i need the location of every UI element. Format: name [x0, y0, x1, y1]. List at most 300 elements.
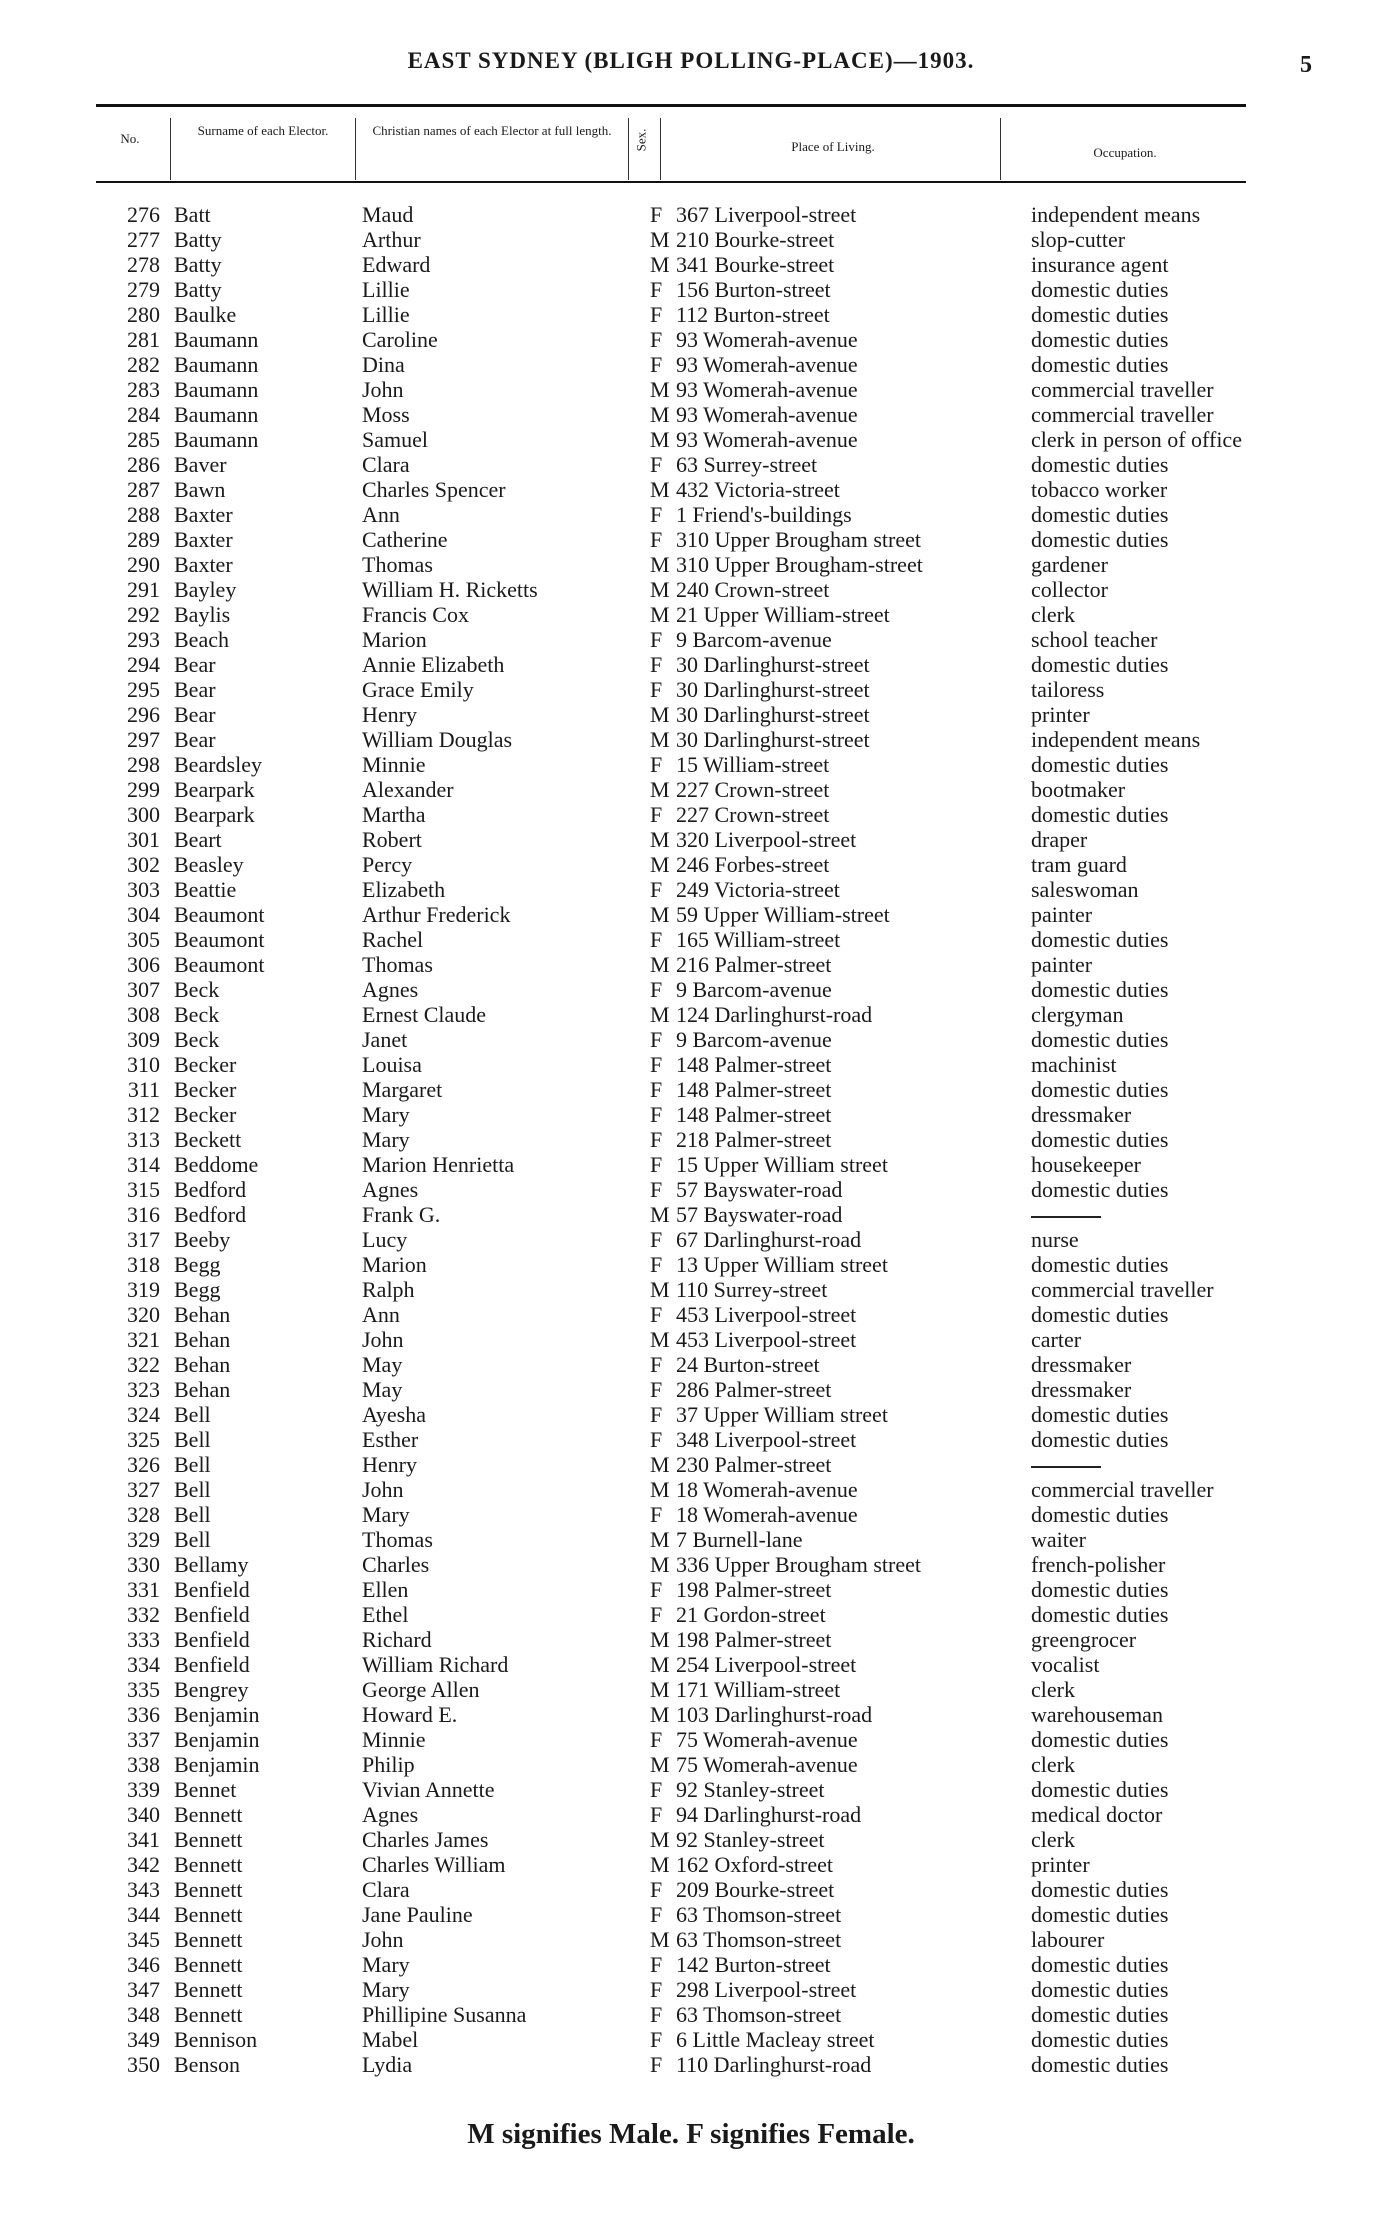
elector-number: 285 [127, 427, 160, 452]
place-of-living: 63 Thomson-street [676, 1902, 842, 1927]
occupation: warehouseman [1031, 1702, 1163, 1727]
christian-names: Phillipine Susanna [362, 2002, 527, 2027]
sex: F [650, 2002, 663, 2027]
table-row [96, 677, 1311, 702]
sex: M [650, 1552, 670, 1577]
place-of-living: 30 Darlinghurst-street [676, 702, 870, 727]
sex: M [650, 952, 670, 977]
christian-names: Mary [362, 1977, 410, 2002]
surname: Baumann [174, 377, 259, 402]
sex: M [650, 427, 670, 452]
surname: Bayley [174, 577, 237, 602]
surname: Bear [174, 727, 216, 752]
sex: F [650, 1127, 663, 1152]
surname: Beck [174, 977, 220, 1002]
place-of-living: 9 Barcom-avenue [676, 977, 832, 1002]
surname: Bengrey [174, 1677, 249, 1702]
place-of-living: 209 Bourke-street [676, 1877, 835, 1902]
occupation: dressmaker [1031, 1352, 1132, 1377]
christian-names: Percy [362, 852, 413, 877]
christian-names: Caroline [362, 327, 438, 352]
surname: Beaumont [174, 952, 265, 977]
christian-names: Martha [362, 802, 426, 827]
elector-number: 319 [127, 1277, 160, 1302]
table-row [96, 477, 1311, 502]
occupation: nurse [1031, 1227, 1079, 1252]
sex: F [650, 1352, 663, 1377]
sex: M [650, 1752, 670, 1777]
place-of-living: 320 Liverpool-street [676, 827, 857, 852]
place-of-living: 59 Upper William-street [676, 902, 890, 927]
table-row [96, 1752, 1311, 1777]
christian-names: John [362, 1477, 404, 1502]
sex: F [650, 652, 663, 677]
occupation: domestic duties [1031, 527, 1169, 552]
sex: F [650, 1177, 663, 1202]
occupation: domestic duties [1031, 752, 1169, 777]
blank-occupation-rule [1031, 1466, 1101, 1468]
table-row [96, 852, 1311, 877]
surname: Beardsley [174, 752, 262, 777]
place-of-living: 9 Barcom-avenue [676, 1027, 832, 1052]
place-of-living: 15 Upper William street [676, 1152, 888, 1177]
elector-number: 294 [127, 652, 160, 677]
sex: F [650, 1577, 663, 1602]
sex: M [650, 252, 670, 277]
surname: Benfield [174, 1652, 250, 1677]
surname: Behan [174, 1327, 231, 1352]
christian-names: Annie Elizabeth [362, 652, 505, 677]
surname: Beart [174, 827, 222, 852]
surname: Bennet [174, 1777, 237, 1802]
place-of-living: 93 Womerah-avenue [676, 402, 858, 427]
christian-names: Ann [362, 502, 400, 527]
elector-number: 341 [127, 1827, 160, 1852]
christian-names: Arthur [362, 227, 421, 252]
occupation: domestic duties [1031, 1602, 1169, 1627]
christian-names: Rachel [362, 927, 424, 952]
table-row [96, 402, 1311, 427]
elector-number: 297 [127, 727, 160, 752]
christian-names: Marion Henrietta [362, 1152, 515, 1177]
christian-names: Maud [362, 202, 414, 227]
christian-names: Margaret [362, 1077, 443, 1102]
place-of-living: 246 Forbes-street [676, 852, 830, 877]
sex: F [650, 452, 663, 477]
elector-number: 282 [127, 352, 160, 377]
sex: F [650, 677, 663, 702]
elector-number: 318 [127, 1252, 160, 1277]
occupation: domestic duties [1031, 1252, 1169, 1277]
sex: F [650, 1802, 663, 1827]
elector-number: 307 [127, 977, 160, 1002]
place-of-living: 227 Crown-street [676, 802, 830, 827]
occupation: dressmaker [1031, 1102, 1132, 1127]
surname: Batty [174, 227, 222, 252]
table-row [96, 1052, 1311, 1077]
surname: Beddome [174, 1152, 259, 1177]
sex: M [650, 1277, 670, 1302]
table-row [96, 752, 1311, 777]
table-row [96, 952, 1311, 977]
place-of-living: 230 Palmer-street [676, 1452, 832, 1477]
elector-number: 283 [127, 377, 160, 402]
place-of-living: 57 Bayswater-road [676, 1177, 843, 1202]
table-row [96, 1852, 1311, 1877]
occupation: domestic duties [1031, 452, 1169, 477]
occupation: domestic duties [1031, 2002, 1169, 2027]
surname: Baumann [174, 402, 259, 427]
column-header-surname: Surname of each Elector. [197, 123, 329, 138]
elector-number: 350 [127, 2052, 160, 2077]
christian-names: Samuel [362, 427, 428, 452]
surname: Beattie [174, 877, 237, 902]
place-of-living: 93 Womerah-avenue [676, 427, 858, 452]
elector-number: 291 [127, 577, 160, 602]
column-divider [660, 118, 661, 180]
place-of-living: 110 Surrey-street [676, 1277, 828, 1302]
place-of-living: 18 Womerah-avenue [676, 1502, 858, 1527]
occupation: printer [1031, 702, 1090, 727]
christian-names: Ellen [362, 1577, 409, 1602]
christian-names: Mary [362, 1102, 410, 1127]
christian-names: Clara [362, 1877, 410, 1902]
occupation: clerk [1031, 1677, 1075, 1702]
table-row [96, 1577, 1311, 1602]
elector-number: 338 [127, 1752, 160, 1777]
place-of-living: 63 Thomson-street [676, 2002, 842, 2027]
elector-number: 322 [127, 1352, 160, 1377]
sex: F [650, 1377, 663, 1402]
place-of-living: 57 Bayswater-road [676, 1202, 843, 1227]
occupation: domestic duties [1031, 977, 1169, 1002]
elector-number: 320 [127, 1302, 160, 1327]
elector-number: 317 [127, 1227, 160, 1252]
page-number: 5 [1300, 52, 1312, 78]
place-of-living: 165 William-street [676, 927, 841, 952]
place-of-living: 432 Victoria-street [676, 477, 840, 502]
place-of-living: 93 Womerah-avenue [676, 377, 858, 402]
occupation: clergyman [1031, 1002, 1124, 1027]
sex: F [650, 927, 663, 952]
place-of-living: 37 Upper William street [676, 1402, 888, 1427]
place-of-living: 92 Stanley-street [676, 1777, 825, 1802]
elector-number: 324 [127, 1402, 160, 1427]
column-header-no: No. [120, 131, 140, 146]
christian-names: Lydia [362, 2052, 413, 2077]
christian-names: Henry [362, 1452, 417, 1477]
place-of-living: 30 Darlinghurst-street [676, 727, 870, 752]
sex: M [650, 777, 670, 802]
elector-number: 302 [127, 852, 160, 877]
occupation: domestic duties [1031, 302, 1169, 327]
surname: Beasley [174, 852, 244, 877]
column-divider [628, 118, 629, 180]
sex: M [650, 1627, 670, 1652]
place-of-living: 30 Darlinghurst-street [676, 677, 870, 702]
elector-number: 310 [127, 1052, 160, 1077]
christian-names: Frank G. [362, 1202, 441, 1227]
surname: Baver [174, 452, 227, 477]
christian-names: Elizabeth [362, 877, 446, 902]
column-header-sex: Sex. [633, 128, 649, 152]
elector-number: 281 [127, 327, 160, 352]
surname: Becker [174, 1077, 237, 1102]
christian-names: Edward [362, 252, 431, 277]
elector-number: 296 [127, 702, 160, 727]
sex: F [650, 1102, 663, 1127]
sex: F [650, 1402, 663, 1427]
sex: F [650, 277, 663, 302]
elector-number: 305 [127, 927, 160, 952]
elector-number: 330 [127, 1552, 160, 1577]
elector-number: 299 [127, 777, 160, 802]
table-row [96, 2052, 1311, 2077]
table-row [96, 877, 1311, 902]
elector-number: 331 [127, 1577, 160, 1602]
surname: Baxter [174, 552, 233, 577]
elector-number: 309 [127, 1027, 160, 1052]
surname: Baumann [174, 327, 259, 352]
surname: Benfield [174, 1602, 250, 1627]
surname: Bear [174, 677, 216, 702]
elector-number: 287 [127, 477, 160, 502]
elector-number: 279 [127, 277, 160, 302]
surname: Batt [174, 202, 211, 227]
place-of-living: 298 Liverpool-street [676, 1977, 857, 2002]
surname: Bellamy [174, 1552, 249, 1577]
occupation: domestic duties [1031, 802, 1169, 827]
surname: Benjamin [174, 1752, 260, 1777]
place-of-living: 310 Upper Brougham street [676, 527, 921, 552]
surname: Beaumont [174, 902, 265, 927]
occupation: housekeeper [1031, 1152, 1141, 1177]
place-of-living: 18 Womerah-avenue [676, 1477, 858, 1502]
christian-names: May [362, 1377, 403, 1402]
sex: M [650, 1002, 670, 1027]
blank-occupation-rule [1031, 1216, 1101, 1218]
elector-number: 298 [127, 752, 160, 777]
sex: M [650, 1327, 670, 1352]
surname: Bennison [174, 2027, 258, 2052]
sex: M [650, 377, 670, 402]
sex: M [650, 1702, 670, 1727]
surname: Bell [174, 1527, 211, 1552]
occupation: commercial traveller [1031, 1277, 1214, 1302]
elector-number: 334 [127, 1652, 160, 1677]
elector-number: 347 [127, 1977, 160, 2002]
elector-number: 277 [127, 227, 160, 252]
table-row [96, 1352, 1311, 1377]
place-of-living: 1 Friend's-buildings [676, 502, 852, 527]
place-of-living: 21 Gordon-street [676, 1602, 826, 1627]
table-row [96, 1402, 1311, 1427]
table-row [96, 577, 1311, 602]
sex: M [650, 902, 670, 927]
table-row [96, 1652, 1311, 1677]
elector-number: 327 [127, 1477, 160, 1502]
christian-names: Howard E. [362, 1702, 458, 1727]
occupation: clerk [1031, 602, 1075, 627]
elector-table [96, 202, 1311, 2077]
table-row [96, 627, 1311, 652]
elector-number: 276 [127, 202, 160, 227]
christian-names: Minnie [362, 752, 426, 777]
table-row [96, 1627, 1311, 1652]
sex: M [650, 1202, 670, 1227]
elector-number: 336 [127, 1702, 160, 1727]
table-row [96, 277, 1311, 302]
table-row [96, 352, 1311, 377]
surname: Beeby [174, 1227, 231, 1252]
table-row [96, 377, 1311, 402]
elector-number: 328 [127, 1502, 160, 1527]
place-of-living: 227 Crown-street [676, 777, 830, 802]
place-of-living: 198 Palmer-street [676, 1577, 832, 1602]
place-of-living: 67 Darlinghurst-road [676, 1227, 862, 1252]
sex: M [650, 1827, 670, 1852]
table-row [96, 727, 1311, 752]
place-of-living: 30 Darlinghurst-street [676, 652, 870, 677]
place-of-living: 63 Thomson-street [676, 1927, 842, 1952]
christian-names: Agnes [362, 977, 419, 1002]
surname: Beck [174, 1002, 220, 1027]
occupation: clerk in person of office [1031, 427, 1242, 452]
place-of-living: 148 Palmer-street [676, 1077, 832, 1102]
sex: M [650, 852, 670, 877]
occupation: domestic duties [1031, 502, 1169, 527]
table-row [96, 1552, 1311, 1577]
sex: M [650, 577, 670, 602]
surname: Beckett [174, 1127, 242, 1152]
sex: F [650, 1977, 663, 2002]
surname: Bennett [174, 1802, 243, 1827]
place-of-living: 15 William-street [676, 752, 830, 777]
table-row [96, 452, 1311, 477]
table-row [96, 1977, 1311, 2002]
sex: F [650, 2027, 663, 2052]
elector-number: 314 [127, 1152, 160, 1177]
surname: Baxter [174, 527, 233, 552]
christian-names: May [362, 1352, 403, 1377]
sex: M [650, 1927, 670, 1952]
sex: F [650, 1152, 663, 1177]
table-row [96, 1127, 1311, 1152]
elector-number: 312 [127, 1102, 160, 1127]
table-row [96, 302, 1311, 327]
christian-names: Moss [362, 402, 410, 427]
place-of-living: 254 Liverpool-street [676, 1652, 857, 1677]
christian-names: Henry [362, 702, 417, 727]
christian-names: Agnes [362, 1177, 419, 1202]
occupation: slop-cutter [1031, 227, 1126, 252]
place-of-living: 112 Burton-street [676, 302, 830, 327]
table-row [96, 1777, 1311, 1802]
place-of-living: 124 Darlinghurst-road [676, 1002, 873, 1027]
surname: Benfield [174, 1627, 250, 1652]
table-row [96, 1902, 1311, 1927]
sex: M [650, 227, 670, 252]
place-of-living: 7 Burnell-lane [676, 1527, 803, 1552]
occupation: domestic duties [1031, 1952, 1169, 1977]
place-of-living: 93 Womerah-avenue [676, 327, 858, 352]
table-row [96, 927, 1311, 952]
place-of-living: 21 Upper William-street [676, 602, 890, 627]
sex: F [650, 1902, 663, 1927]
elector-number: 303 [127, 877, 160, 902]
place-of-living: 156 Burton-street [676, 277, 831, 302]
occupation [1031, 1452, 1311, 1477]
sex: M [650, 477, 670, 502]
table-row [96, 1527, 1311, 1552]
place-of-living: 240 Crown-street [676, 577, 830, 602]
table-row [96, 202, 1311, 227]
christian-names: Louisa [362, 1052, 422, 1077]
christian-names: William Richard [362, 1652, 509, 1677]
table-row [96, 777, 1311, 802]
sex: F [650, 2052, 663, 2077]
place-of-living: 453 Liverpool-street [676, 1302, 857, 1327]
occupation: domestic duties [1031, 1027, 1169, 1052]
occupation: commercial traveller [1031, 377, 1214, 402]
occupation: domestic duties [1031, 1177, 1169, 1202]
sex: F [650, 502, 663, 527]
occupation: domestic duties [1031, 1302, 1169, 1327]
table-row [96, 1202, 1311, 1227]
christian-names: Charles William [362, 1852, 506, 1877]
christian-names: Charles James [362, 1827, 489, 1852]
sex: M [650, 1852, 670, 1877]
surname: Bennett [174, 1977, 243, 2002]
christian-names: Grace Emily [362, 677, 474, 702]
occupation: domestic duties [1031, 1077, 1169, 1102]
sex: F [650, 527, 663, 552]
sex: F [650, 1502, 663, 1527]
surname: Bennett [174, 1902, 243, 1927]
occupation: draper [1031, 827, 1088, 852]
occupation: domestic duties [1031, 1502, 1169, 1527]
table-row [96, 1827, 1311, 1852]
christian-names: Mary [362, 1952, 410, 1977]
surname: Bear [174, 702, 216, 727]
sex: F [650, 1727, 663, 1752]
surname: Behan [174, 1302, 231, 1327]
christian-names: Lillie [362, 277, 410, 302]
occupation: domestic duties [1031, 327, 1169, 352]
place-of-living: 93 Womerah-avenue [676, 352, 858, 377]
table-row [96, 1452, 1311, 1477]
surname: Batty [174, 252, 222, 277]
christian-names: Esther [362, 1427, 419, 1452]
table-row [96, 1727, 1311, 1752]
table-row [96, 1377, 1311, 1402]
surname: Becker [174, 1102, 237, 1127]
occupation: machinist [1031, 1052, 1117, 1077]
sex: F [650, 302, 663, 327]
place-of-living: 6 Little Macleay street [676, 2027, 875, 2052]
occupation: domestic duties [1031, 1727, 1169, 1752]
table-row [96, 1877, 1311, 1902]
occupation: clerk [1031, 1827, 1075, 1852]
surname: Baumann [174, 352, 259, 377]
table-row [96, 1952, 1311, 1977]
christian-names: Catherine [362, 527, 448, 552]
elector-number: 339 [127, 1777, 160, 1802]
place-of-living: 367 Liverpool-street [676, 202, 857, 227]
table-row [96, 1427, 1311, 1452]
surname: Bennett [174, 1877, 243, 1902]
place-of-living: 24 Burton-street [676, 1352, 820, 1377]
